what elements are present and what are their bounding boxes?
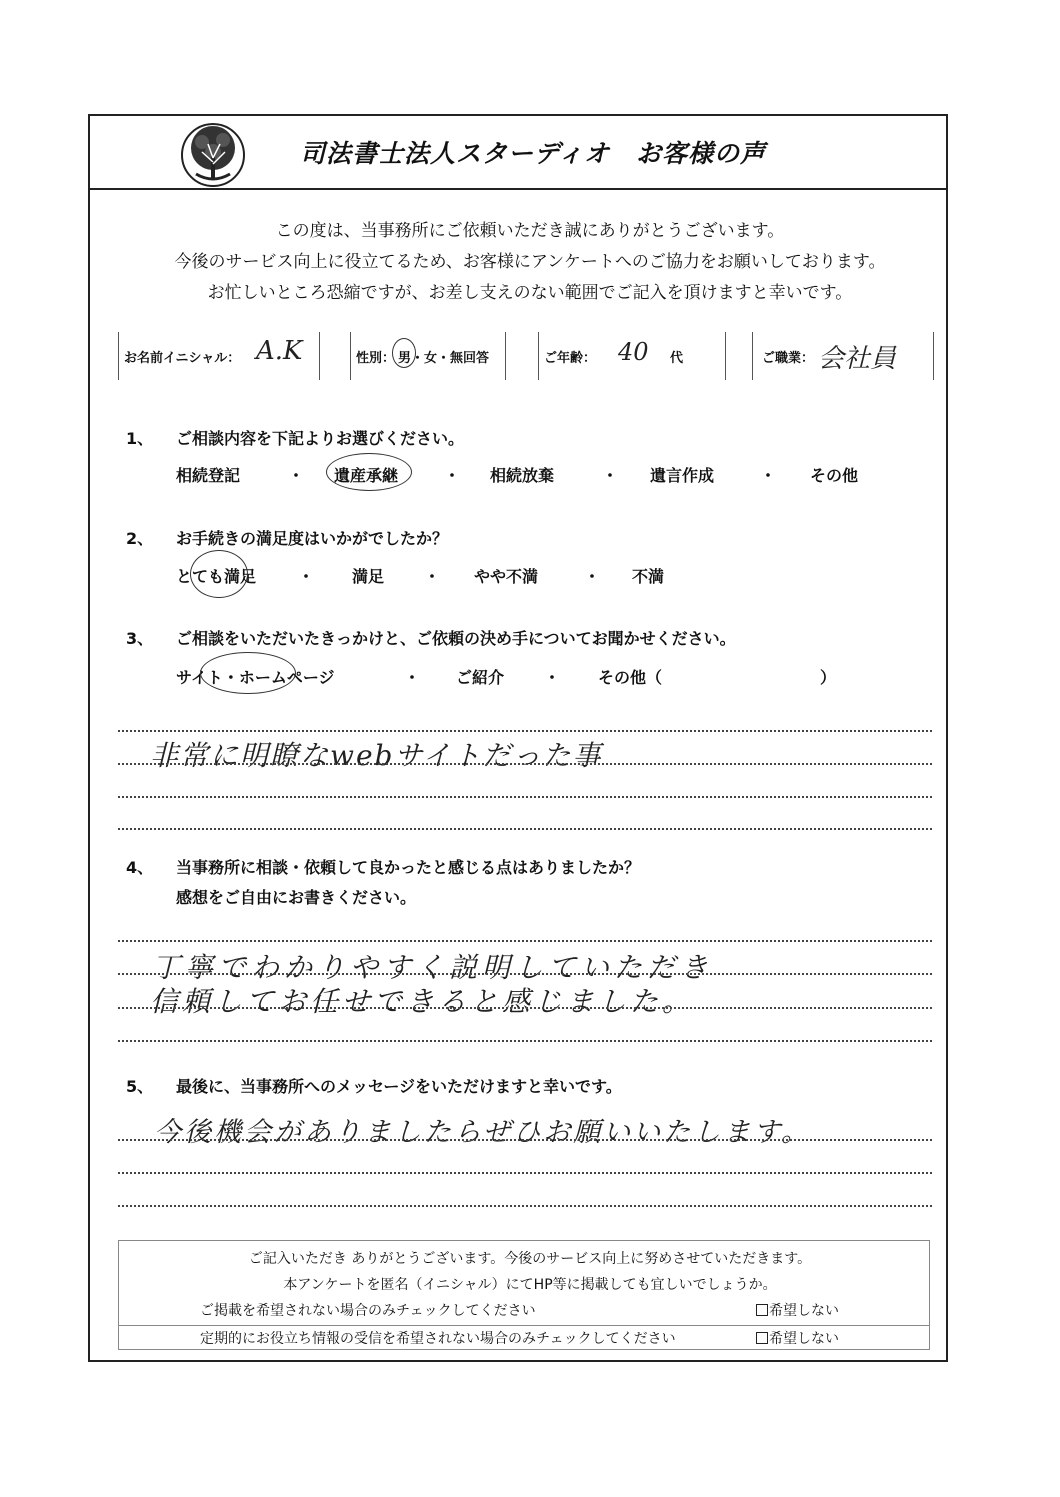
q1-option-4: 遺言作成	[650, 466, 715, 485]
job-value: 会社員	[818, 344, 897, 374]
q3-selection-circle	[200, 652, 296, 694]
intro-line-1: この度は、当事務所にご依頼いただき誠にありがとうございます。	[275, 221, 785, 241]
gender-selection-circle	[392, 338, 416, 368]
answer-line	[118, 973, 932, 975]
footer-newsletter-note: 定期的にお役立ち情報の受信を希望されない場合のみチェックしてください	[200, 1331, 676, 1347]
separator-dot: ・	[298, 567, 315, 586]
answer-line	[118, 1172, 932, 1174]
q4-question-2: 感想をご自由にお書きください。	[176, 888, 417, 907]
checkbox-icon	[756, 1332, 768, 1344]
gender-label: 性別：	[356, 351, 396, 366]
separator-dot: ・	[602, 466, 619, 485]
checkbox-icon	[756, 1304, 768, 1316]
newsletter-opt-out-label: 希望しない	[769, 1331, 839, 1347]
separator-dot: ・	[760, 466, 777, 485]
q2-option-2: 満足	[352, 567, 385, 586]
job-label: ご職業：	[762, 351, 815, 366]
age-value: 40	[618, 338, 649, 366]
q5-number: 5、	[126, 1077, 154, 1096]
q2-option-3: やや不満	[474, 567, 539, 586]
q2-number: 2、	[126, 529, 154, 548]
q3-close-paren: ）	[820, 668, 837, 687]
footer-publish-note: ご掲載を希望されない場合のみチェックしてください	[200, 1303, 536, 1319]
publish-opt-out-checkbox[interactable]	[756, 1300, 839, 1320]
separator-dot: ・	[544, 668, 561, 687]
age-label: ご年齢：	[544, 351, 597, 366]
q3-option-3: その他（	[598, 668, 663, 687]
q3-option-2: ご紹介	[456, 668, 505, 687]
q1-question: ご相談内容を下記よりお選びください。	[176, 429, 465, 448]
answer-line	[118, 1205, 932, 1207]
gender-options: 男・女・無回答	[398, 351, 490, 366]
q1-option-3: 相続放棄	[490, 466, 555, 485]
publish-opt-out-label: 希望しない	[769, 1303, 839, 1319]
answer-line	[118, 763, 932, 765]
q3-number: 3、	[126, 629, 154, 648]
q5-answer: 今後機会がありましたらぜひお願いいたします。	[154, 1117, 812, 1148]
page-title: 司法書士法人スターディオ お客様の声	[300, 139, 767, 168]
q1-option-5: その他	[810, 466, 859, 485]
q1-number: 1、	[126, 429, 154, 448]
separator-dot: ・	[404, 668, 421, 687]
separator-dot: ・	[288, 466, 305, 485]
q3-option-1: サイト・ホームページ	[176, 668, 335, 687]
q2-selection-circle	[190, 550, 248, 598]
answer-line	[118, 730, 932, 732]
footer-thanks: ご記入いただき ありがとうございます。今後のサービス向上に努めさせていただきます。	[248, 1251, 812, 1267]
answer-line	[118, 1139, 932, 1141]
footer-consent-question: 本アンケートを匿名（イニシャル）にてHP等に掲載しても宜しいでしょうか。	[283, 1277, 777, 1293]
age-unit: 代	[670, 351, 684, 366]
q4-question: 当事務所に相談・依頼して良かったと感じる点はありましたか？	[176, 858, 641, 877]
q2-option-1: とても満足	[176, 567, 257, 586]
initial-label: お名前イニシャル：	[124, 351, 241, 366]
intro-line-2: 今後のサービス向上に役立てるため、お客様にアンケートへのご協力をお願いしております。	[174, 252, 886, 272]
separator-dot: ・	[424, 567, 441, 586]
newsletter-opt-out-checkbox[interactable]	[756, 1328, 839, 1348]
q4-answer-line-1: 丁寧でわかりやすく説明していただき	[152, 951, 714, 984]
q1-option-1: 相続登記	[176, 466, 241, 485]
answer-line	[118, 1007, 932, 1009]
q4-answer-line-2: 信頼してお任せできると感じました。	[150, 985, 695, 1018]
tree-logo-icon	[180, 122, 246, 188]
q2-option-4: 不満	[632, 567, 665, 586]
q4-number: 4、	[126, 858, 154, 877]
q1-option-2: 遺産承継	[334, 466, 399, 485]
q2-question: お手続きの満足度はいかがでしたか？	[176, 529, 449, 548]
header-divider	[88, 188, 948, 190]
q3-question: ご相談をいただいたきっかけと、ご依頼の決め手についてお聞かせください。	[176, 629, 736, 648]
q1-selection-circle	[326, 453, 412, 491]
separator-dot: ・	[444, 466, 461, 485]
separator-dot: ・	[584, 567, 601, 586]
initial-value: A.K	[256, 336, 303, 366]
intro-line-3: お忙しいところ恐縮ですが、お差し支えのない範囲でご記入を頂けますと幸いです。	[207, 283, 853, 303]
q5-question: 最後に、当事務所へのメッセージをいただけますと幸いです。	[176, 1077, 622, 1096]
answer-line	[118, 796, 932, 798]
answer-line	[118, 828, 932, 830]
q3-answer: 非常に明瞭なwebサイトだった事	[150, 739, 603, 772]
answer-line	[118, 1040, 932, 1042]
footer-divider	[118, 1325, 930, 1326]
answer-line	[118, 940, 932, 942]
